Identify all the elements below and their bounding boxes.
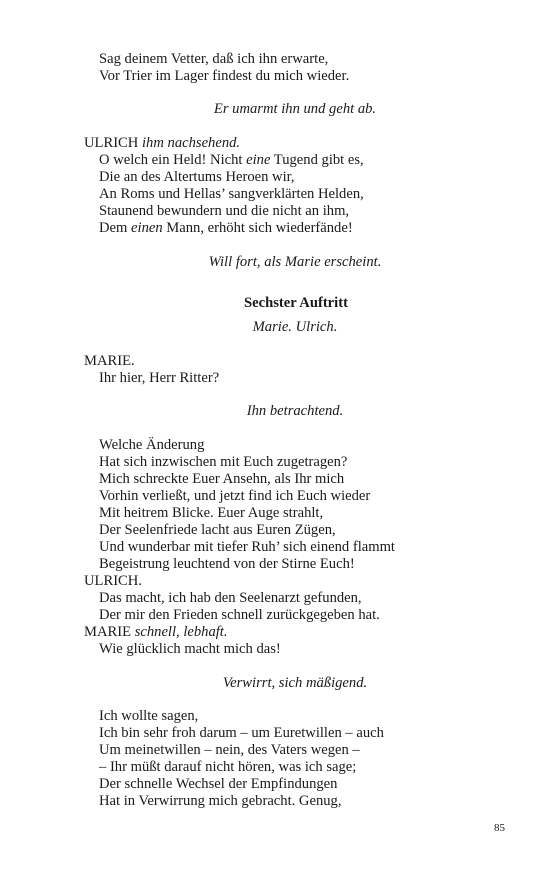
speaker-line — [84, 625, 228, 640]
verse-line: Ich bin sehr froh darum – um Euretwillen – auch — [99, 725, 384, 741]
verse-line: An Roms und Hellas’ sangverklärten Helden, — [99, 186, 364, 202]
verse-line: Der Seelenfriede lacht aus Euren Zügen, — [99, 522, 336, 538]
verse-line: Hat sich inzwischen mit Euch zugetragen? — [99, 454, 348, 470]
verse-emphasis: einen — [131, 220, 163, 236]
scene-title: Sechster Auftritt — [244, 295, 348, 311]
stage-direction: Ihn betrachtend. — [246, 403, 344, 419]
speaker-name: ULRICH — [84, 135, 139, 151]
speaker-name: MARIE. — [84, 353, 135, 369]
verse-text: Mann, erhöht sich wiederfände! — [162, 220, 353, 236]
scene-persons: Marie. Ulrich. — [252, 319, 338, 335]
verse-line: Mich schreckte Euer Ansehn, als Ihr mich — [99, 471, 345, 487]
stage-direction: Will fort, als Marie erscheint. — [208, 254, 382, 270]
verse-line — [99, 221, 353, 236]
verse-line: – Ihr müßt darauf nicht hören, was ich sage; — [99, 759, 357, 775]
verse-text: Dem — [99, 220, 132, 236]
page-number: 85 — [494, 822, 505, 834]
verse-line: Ich wollte sagen, — [99, 708, 199, 724]
verse-line: Das macht, ich hab den Seelenarzt gefunden, — [99, 590, 362, 606]
verse-line — [99, 153, 364, 168]
verse-line: Sag deinem Vetter, daß ich ihn erwarte, — [99, 51, 329, 67]
verse-line: Begeistrung leuchtend von der Stirne Euch! — [99, 556, 355, 572]
verse-line: Vor Trier im Lager findest du mich wieder. — [99, 68, 350, 84]
verse-text: O welch ein Held! Nicht — [99, 152, 247, 168]
speaker-direction: schnell, lebhaft. — [134, 624, 228, 640]
verse-emphasis: eine — [246, 152, 271, 168]
stage-direction: Verwirrt, sich mäßigend. — [222, 675, 368, 691]
verse-line: Staunend bewundern und die nicht an ihm, — [99, 203, 350, 219]
verse-line: Mit heitrem Blicke. Euer Auge strahlt, — [99, 505, 324, 521]
verse-text: Tugend gibt es, — [270, 152, 364, 168]
speaker-line — [84, 136, 240, 151]
speaker-direction: ihm nachsehend. — [141, 135, 241, 151]
verse-line: Vorhin verließt, und jetzt find ich Euch wieder — [99, 488, 371, 504]
verse-line: Der mir den Frieden schnell zurückgegeben hat. — [99, 607, 380, 623]
verse-line: Wie glücklich macht mich das! — [99, 641, 281, 657]
verse-line: Der schnelle Wechsel der Empfindungen — [99, 776, 338, 792]
verse-line: Die an des Altertums Heroen wir, — [99, 169, 295, 185]
verse-line: Hat in Verwirrung mich gebracht. Genug, — [99, 793, 342, 809]
speaker-name: MARIE — [84, 624, 132, 640]
speaker-name: ULRICH. — [84, 573, 142, 589]
verse-line: Um meinetwillen – nein, des Vaters wegen – — [99, 742, 360, 758]
verse-line: Ihr hier, Herr Ritter? — [99, 370, 220, 386]
verse-line: Und wunderbar mit tiefer Ruh’ sich einend flammt — [99, 539, 395, 555]
stage-direction: Er umarmt ihn und geht ab. — [213, 101, 377, 117]
verse-line: Welche Änderung — [99, 437, 205, 453]
